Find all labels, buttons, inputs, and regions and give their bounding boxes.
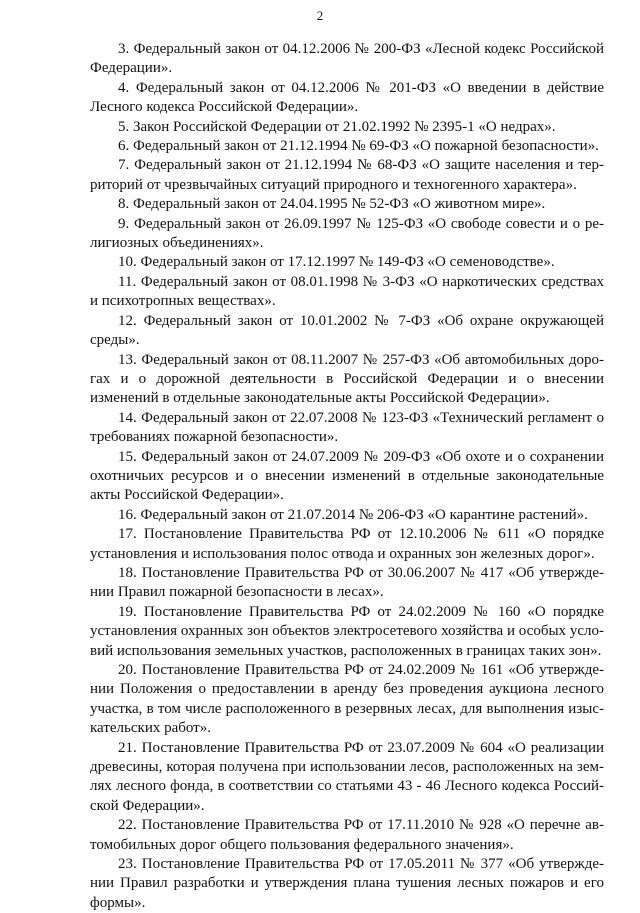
law-list-item: 3. Федеральный закон от 04.12.2006 № 200-ФЗ «Лесной кодекс Российской Федерации».: [90, 41, 604, 77]
law-list-item: 15. Федеральный закон от 24.07.2009 № 209-ФЗ «Об охоте и о сохранении охотничьих ресурсов и о внесении изменений в отдельные законодательные акты Российской Федерации».: [90, 448, 604, 504]
law-list-item: 7. Федеральный закон от 21.12.1994 № 68-ФЗ «О защите населения и территорий от чрезвычайных ситуаций природного и техногенного характера».: [90, 157, 604, 193]
law-list-item: 13. Федеральный закон от 08.11.2007 № 257-ФЗ «Об автомобильных дорогах и о дорожной деятельности в Российской Федерации и о внесении изменений в отдельные законодательные акты Российской Федерации».: [90, 351, 604, 407]
law-list-item: 4. Федеральный закон от 04.12.2006 № 201-ФЗ «О введении в действие Лесного кодекса Российской Федерации».: [90, 79, 604, 116]
law-list-item: 9. Федеральный закон от 26.09.1997 № 125-ФЗ «О свободе совести и о религиозных объединениях».: [90, 215, 604, 252]
page-number: 2: [316, 8, 324, 23]
law-list-item: 14. Федеральный закон от 22.07.2008 № 123-ФЗ «Технический регламент о требованиях пожарной безопасности».: [90, 409, 604, 446]
law-list-item: 11. Федеральный закон от 08.01.1998 № 3-ФЗ «О наркотических средствах и психотропных веществах».: [90, 273, 604, 310]
law-list-item: 18. Постановление Правительства РФ от 30.06.2007 № 417 «Об утверждении Правил пожарной безопасности в лесах».: [90, 564, 604, 601]
law-list: [90, 40, 604, 913]
law-list-item: 16. Федеральный закон от 21.07.2014 № 206-ФЗ «О карантине растений».: [118, 506, 588, 523]
law-list-item: 19. Постановление Правительства РФ от 24.02.2009 № 160 «О порядке установления охранных зон объектов электросетевого хозяйства и особых условий использования земельных участков, расположенных в границах таких зон».: [90, 603, 604, 659]
law-list-item: 21. Постановление Правительства РФ от 23.07.2009 № 604 «О реализации древесины, которая получена при использовании лесов, расположенных на землях лесного фонда, в соответствии со статьями 43 - 46 Лесного кодекса Российской Федерации».: [90, 739, 604, 814]
law-list-item: 22. Постановление Правительства РФ от 17.11.2010 № 928 «О перечне автомобильных дорог общего пользования федерального значения».: [90, 817, 604, 853]
law-list-item: 12. Федеральный закон от 10.01.2002 № 7-ФЗ «Об охране окружающей среды».: [90, 312, 604, 349]
law-list-item: 10. Федеральный закон от 17.12.1997 № 149-ФЗ «О семеноводстве».: [118, 254, 555, 271]
law-list-item: 17. Постановление Правительства РФ от 12.10.2006 № 611 «О порядке установления и использования полос отвода и охранных зон железных дорог».: [90, 526, 604, 562]
law-list-item: 6. Федеральный закон от 21.12.1994 № 69-ФЗ «О пожарной безопасности».: [118, 138, 599, 155]
law-list-item: 8. Федеральный закон от 24.04.1995 № 52-ФЗ «О животном мире».: [118, 196, 546, 213]
law-list-item: 23. Постановление Правительства РФ от 17.05.2011 № 377 «Об утверждении Правил разработки и утверждения плана тушения лесных пожаров и его формы».: [90, 856, 604, 911]
law-list-item: 5. Закон Российской Федерации от 21.02.1992 № 2395-1 «О недрах».: [118, 118, 556, 135]
law-list-item: 20. Постановление Правительства РФ от 24.02.2009 № 161 «Об утверждении Положения о предоставлении в аренду без проведения аукциона лесного участка, в том числе расположенного в резервных лесах, для выполнения изыскательских работ».: [90, 662, 604, 737]
